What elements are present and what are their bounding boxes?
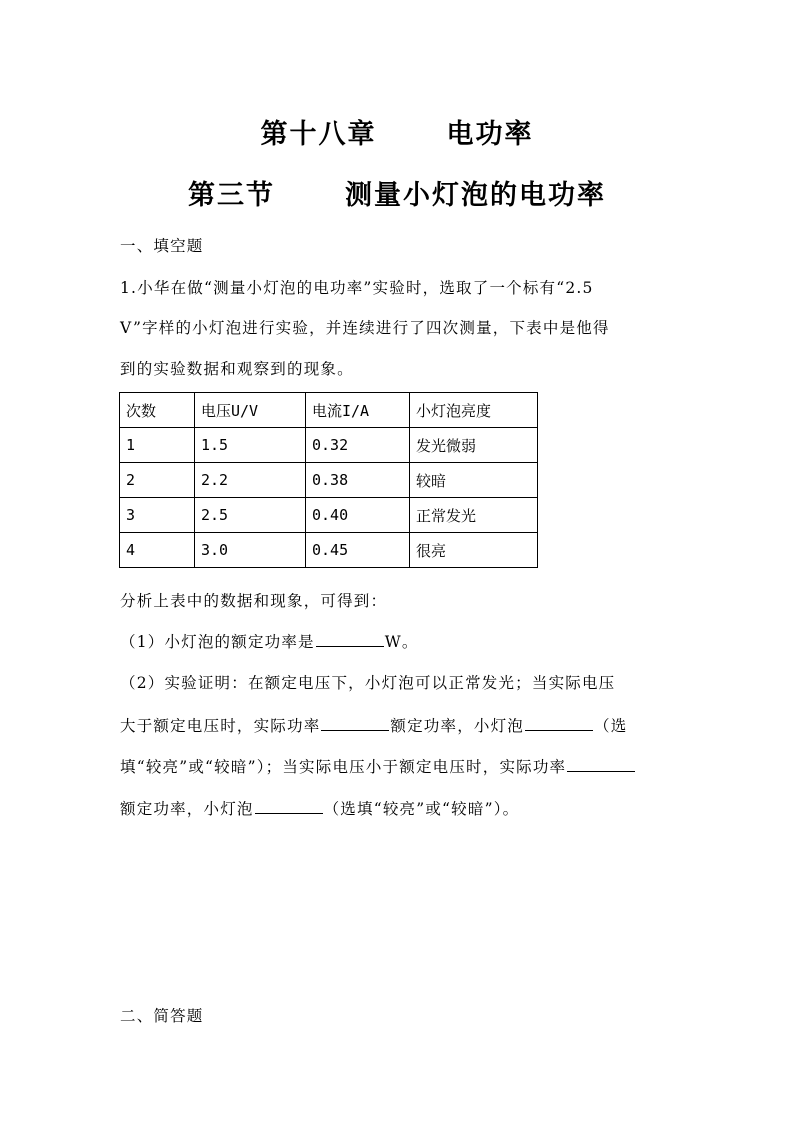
table-cell: 1.5 <box>195 428 306 463</box>
table-cell: 4 <box>120 533 195 568</box>
table-row <box>120 533 538 568</box>
subquestion2-line2 <box>120 714 680 736</box>
subquestion2-text: （选填“较亮”或“较暗”）。 <box>323 800 520 818</box>
subquestion2-line1: （2）实验证明：在额定电压下，小灯泡可以正常发光；当实际电压 <box>120 674 616 692</box>
table-cell: 正常发光 <box>410 498 538 533</box>
subquestion1-text: （1）小灯泡的额定功率是 <box>120 633 315 651</box>
section-number: 第三节 <box>188 180 275 211</box>
question1-line3: 到的实验数据和观察到的现象。 <box>120 360 354 378</box>
table-cell: 2.2 <box>195 463 306 498</box>
table-header-cell: 小灯泡亮度 <box>410 393 538 428</box>
table-cell: 很亮 <box>410 533 538 568</box>
chapter-name: 电功率 <box>446 119 534 150</box>
part1-heading: 一、填空题 <box>120 237 204 255</box>
answer-blank <box>567 756 635 772</box>
table-row <box>120 428 538 463</box>
table-header-cell: 次数 <box>120 393 195 428</box>
table-header-row <box>120 393 538 428</box>
table-cell: 1 <box>120 428 195 463</box>
section-title <box>0 173 794 212</box>
subquestion2-text: （选 <box>594 717 628 735</box>
table-row <box>120 498 538 533</box>
table-cell: 0.45 <box>306 533 410 568</box>
table-header-cell: 电压U/V <box>195 393 306 428</box>
answer-blank <box>525 715 593 731</box>
table-cell: 3.0 <box>195 533 306 568</box>
table-cell: 0.32 <box>306 428 410 463</box>
answer-blank <box>316 631 384 647</box>
part2-heading: 二、简答题 <box>120 1007 204 1025</box>
analysis-line: 分析上表中的数据和现象，可得到： <box>120 592 388 610</box>
subquestion2-text: 大于额定电压时，实际功率 <box>120 717 321 735</box>
chapter-title <box>0 112 794 151</box>
table-cell: 较暗 <box>410 463 538 498</box>
table-header-cell: 电流I/A <box>306 393 410 428</box>
data-table <box>119 392 538 568</box>
subquestion2-line3 <box>120 755 680 777</box>
subquestion2-text: 额定功率，小灯泡 <box>120 800 254 818</box>
subquestion1 <box>120 630 680 652</box>
question1-line1: 1.小华在做“测量小灯泡的电功率”实验时，选取了一个标有“2.5 <box>120 279 594 297</box>
table-cell: 0.38 <box>306 463 410 498</box>
subquestion2-line4 <box>120 797 680 819</box>
table-cell: 2 <box>120 463 195 498</box>
table-cell: 0.40 <box>306 498 410 533</box>
answer-blank <box>255 798 323 814</box>
subquestion2-text: 填“较亮”或“较暗”）；当实际电压小于额定电压时，实际功率 <box>120 758 567 776</box>
answer-blank <box>321 715 389 731</box>
question1-line2: V”字样的小灯泡进行实验，并连续进行了四次测量，下表中是他得 <box>120 319 610 337</box>
table-cell: 发光微弱 <box>410 428 538 463</box>
table-cell: 3 <box>120 498 195 533</box>
table-cell: 2.5 <box>195 498 306 533</box>
table-row <box>120 463 538 498</box>
chapter-number: 第十八章 <box>260 119 377 150</box>
section-name: 测量小灯泡的电功率 <box>345 180 606 211</box>
subquestion1-unit: W。 <box>384 633 419 651</box>
subquestion2-text: 额定功率，小灯泡 <box>390 717 525 735</box>
